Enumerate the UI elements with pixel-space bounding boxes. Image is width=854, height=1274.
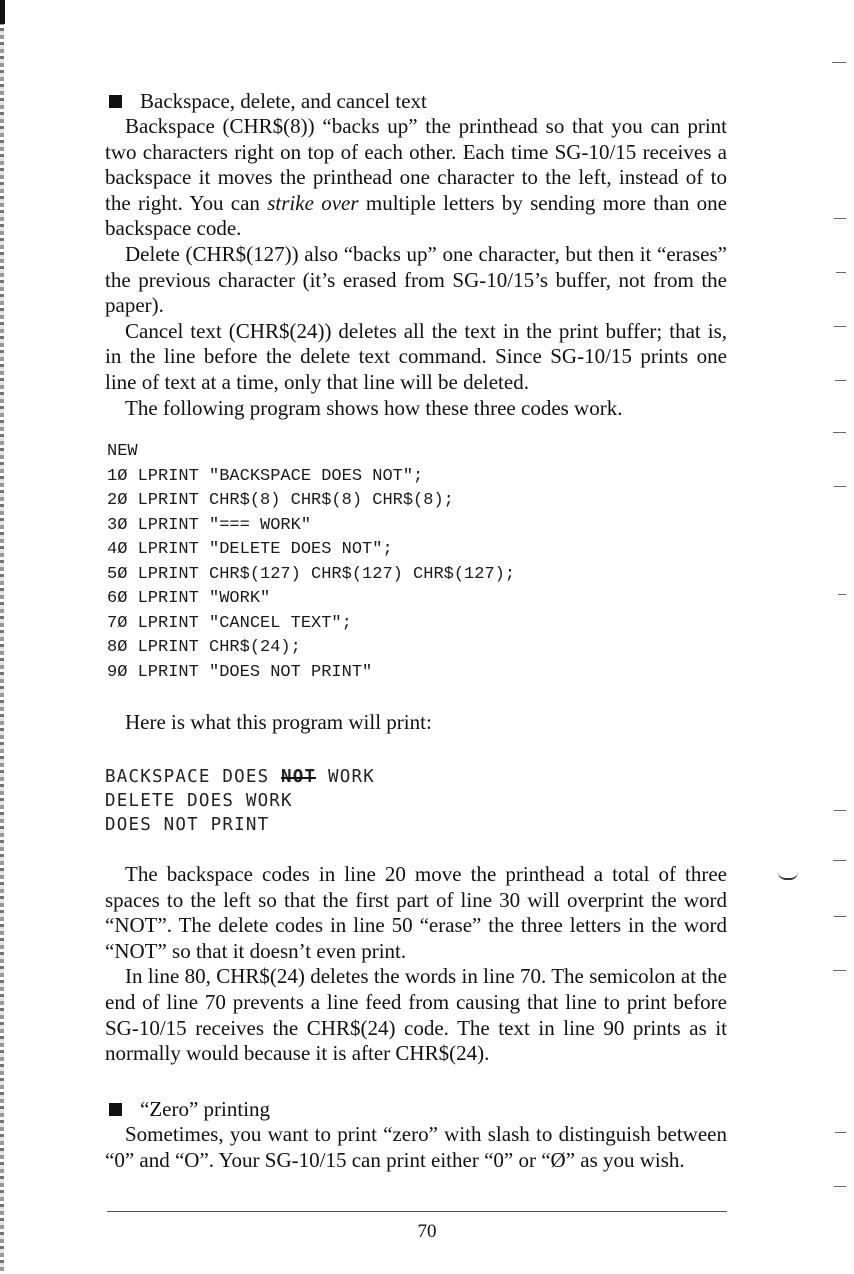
program-intro-paragraph: The following program shows how these three codes work. [125, 395, 623, 420]
section-heading [105, 1097, 727, 1122]
printed-output [105, 765, 375, 837]
explanation-paragraph: In line 80, CHR$(24) deletes the words in line 70. The semicolon at the end of line 70 prevents a line feed from causing that line to print before SG-10/15 receives the CHR$(24) code. The text in line 90 prints as it normally would because it is after CHR$(24). [105, 964, 727, 1066]
section-zero [105, 1097, 727, 1173]
square-bullet-icon [109, 95, 122, 108]
binding-mark [0, 0, 5, 24]
code-line: 2Ø LPRINT CHR$(8) CHR$(8) CHR$(8); [107, 491, 454, 510]
output-intro-block [105, 710, 727, 736]
backspace-paragraph: Backspace (CHR$(8)) “backs up” the printhead so that you can print two characters right on top of each other. Each time SG-10/15 receives a backspace it moves the printhead one character to the left, instead of to the right. You can strike over multiple letters by sending more than one backspace code. [105, 114, 727, 241]
basic-program-listing [107, 440, 515, 685]
code-line: 8Ø LPRINT CHR$(24); [107, 638, 301, 657]
output-line-2: DELETE DOES WORK [105, 791, 293, 811]
section-backspace [105, 89, 727, 421]
scan-mark [778, 872, 798, 880]
heading-text: Backspace, delete, and cancel text [140, 89, 427, 113]
square-bullet-icon [109, 1103, 122, 1116]
code-line: 3Ø LPRINT "=== WORK" [107, 515, 312, 535]
delete-paragraph: Delete (CHR$(127)) also “backs up” one character, but then it “erases” the previous character (it’s erased from SG-10/15’s buffer, not from the paper). [105, 241, 727, 318]
page-number: 70 [417, 1221, 437, 1242]
output-line-1: BACKSPACE DOES NOT WORK [105, 767, 375, 787]
explanation-block [105, 862, 727, 1067]
explanation-paragraph: The backspace codes in line 20 move the printhead a total of three spaces to the left so that the first part of line 30 will overprint the word “NOT”. The delete codes in line 50 “erase” the three letters in the word “NOT” so that it doesn’t even print. [105, 862, 727, 963]
code-line: 9Ø LPRINT "DOES NOT PRINT" [107, 662, 373, 682]
zero-paragraph: Sometimes, you want to print “zero” with slash to distinguish between “0” and “O”. Your SG-10/15 can print either “0” or “Ø” as you wish. [105, 1122, 727, 1172]
binding-edge [0, 0, 4, 1274]
footer-rule [107, 1211, 727, 1212]
code-line: 6Ø LPRINT "WORK" [107, 589, 271, 608]
code-line: 5Ø LPRINT CHR$(127) CHR$(127) CHR$(127); [107, 564, 516, 584]
code-line: 1Ø LPRINT "BACKSPACE DOES NOT"; [107, 466, 424, 486]
section-heading [105, 89, 727, 114]
code-line: NEW [107, 442, 138, 461]
cancel-paragraph: Cancel text (CHR$(24)) deletes all the text in the print buffer; that is, in the line before the delete text command. Since SG-10/15 prints one line of text at a time, only that line will be deleted. [105, 318, 727, 394]
code-line: 4Ø LPRINT "DELETE DOES NOT"; [107, 540, 393, 559]
heading-text: “Zero” printing [140, 1097, 271, 1121]
strike-over-emphasis: strike over [267, 190, 359, 215]
page-edge-marks [826, 0, 852, 1274]
overprinted-word: NOT [281, 767, 317, 787]
code-line: 7Ø LPRINT "CANCEL TEXT"; [107, 613, 352, 633]
output-intro: Here is what this program will print: [125, 710, 432, 734]
output-line-3: DOES NOT PRINT [105, 815, 270, 835]
